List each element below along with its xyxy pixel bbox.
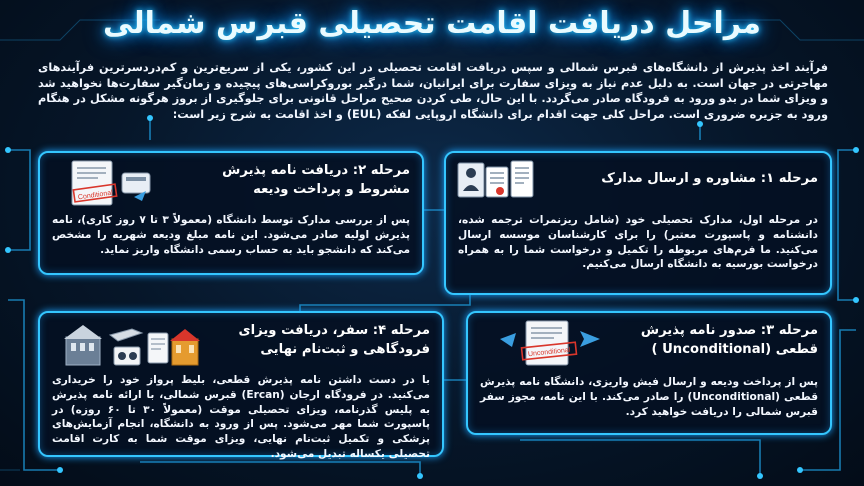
- step-4-title: مرحله ۴: سفر، دریافت ویزای فرودگاهی و ثبت‌نام نهایی: [238, 323, 430, 357]
- step-3-card: [466, 311, 832, 435]
- step-1-body: در مرحله اول، مدارک تحصیلی خود (شامل ریزنمرات ترجمه شده، دانشنامه و پاسپورت معتبر) را برای کارشناسان موسسه ارسال می‌کنید. ما فرم‌های مربوطه را تکمیل و درخواست شما را به همراه درخواست بورسیه به دانشگاه ارسال می‌کنیم.: [458, 214, 818, 271]
- intro-paragraph: فرآیند اخذ پذیرش از دانشگاه‌های قبرس شمالی و سپس دریافت اقامت تحصیلی در این کشور، یکی از سریع‌ترین و کم‌دردسرترین فرآیندهای مهاجرتی در جهان است. به دلیل عدم نیاز به ویزای سفارت برای ایرانیان، شما درگیر بوروکراسی‌های پیچیده و زمان‌گیر سفارت‌ها نخواهید شد و ویزای شما در بدو ورود به فرودگاه صادر می‌گردد. با این حال، طی کردن صحیح مراحل قانونی برای جلوگیری از بروز هرگونه مشکل در هنگام ورود به جزیره ضروری است. مراحل کلی جهت اقدام برای دانشگاه اروپایی لفکه (EUL) و اخذ اقامت به شرح زیر است:: [38, 61, 828, 121]
- unconditional-stamp-text: Unconditional: [527, 346, 571, 359]
- airport-university-icon: [62, 319, 202, 369]
- step-1-title: مرحله ۱: مشاوره و ارسال مدارک: [601, 171, 818, 186]
- conditional-stamp-text: Conditional: [77, 189, 114, 202]
- step-4-header: [52, 321, 430, 367]
- step-2-card: [38, 151, 424, 275]
- conditional-letter-icon: [68, 159, 164, 209]
- step-3-body: پس از پرداخت ودیعه و ارسال فیش واریزی، دانشگاه نامه پذیرش قطعی (Unconditional) را صادر می‌کند. با این نامه، مجوز سفر قبرس شمالی را دریافت خواهید کرد.: [480, 376, 818, 418]
- page-title: مراحل دریافت اقامت تحصیلی قبرس شمالی: [103, 6, 761, 41]
- step-3-title: مرحله ۳: صدور نامه پذیرش قطعی (Unconditional ): [640, 323, 818, 357]
- step-4-card: [38, 311, 444, 460]
- step-2-header: [52, 161, 410, 209]
- step-3-header: [480, 321, 818, 371]
- documents-advisor-icon: [456, 157, 538, 205]
- step-2-body: پس از بررسی مدارک توسط دانشگاه (معمولاً ۳ تا ۷ روز کاری)، نامه پذیرش اولیه صادر می‌شود. این نامه مبلغ ودیعه شهریه را مشخص می‌کند که دانشجو باید به حساب رسمی دانشگاه واریز نماید.: [52, 214, 410, 256]
- step-1-card: [444, 151, 832, 295]
- step-1-header: [458, 161, 818, 205]
- step-4-body: با در دست داشتن نامه پذیرش قطعی، بلیط پرواز خود را خریداری می‌کنید. در فرودگاه ارجان (Ercan) قبرس شمالی، با ارائه نامه پذیرش به پلیس گذرنامه، ویزای تحصیلی موقت (معمولاً ۳۰ تا ۶۰ روزه) در پاسپورت شما مهر می‌شود. پس از ورود به دانشگاه، انجام آزمایش‌های پزشکی و تکمیل ثبت‌نام نهایی، ویزای موقت شما به کارت اقامت تحصیلی یکساله تبدیل می‌شود.: [52, 374, 430, 460]
- unconditional-letter-icon: [496, 319, 606, 369]
- step-2-title: مرحله ۲: دریافت نامه پذیرش مشروط و پرداخت ودیعه: [222, 163, 410, 197]
